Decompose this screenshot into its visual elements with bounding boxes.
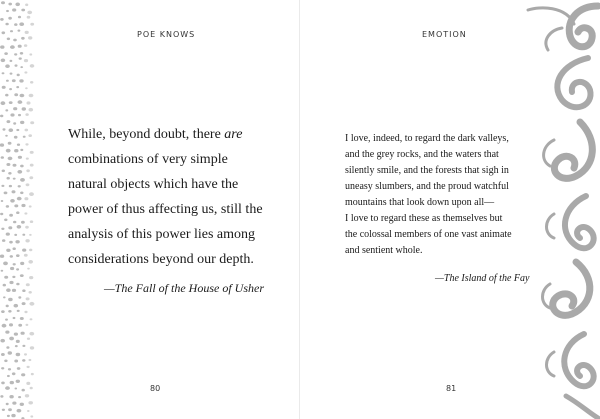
pattern-dot bbox=[0, 18, 4, 21]
pattern-dot bbox=[5, 331, 9, 334]
pattern-dot bbox=[20, 403, 24, 406]
pattern-dot bbox=[3, 296, 6, 298]
pattern-dot bbox=[10, 267, 14, 270]
pattern-dot bbox=[18, 100, 23, 104]
pattern-dot bbox=[16, 380, 20, 383]
pattern-dot bbox=[5, 109, 8, 111]
page-number-left: 80 bbox=[150, 384, 161, 393]
pattern-dot bbox=[13, 39, 17, 42]
pattern-dot bbox=[31, 373, 34, 375]
pattern-dot bbox=[25, 31, 29, 34]
running-head-right: EMOTION bbox=[422, 30, 467, 39]
pattern-dot bbox=[29, 94, 34, 98]
pattern-dot bbox=[26, 169, 30, 172]
pattern-dot bbox=[17, 310, 20, 312]
pattern-dot bbox=[30, 220, 33, 223]
pattern-dot bbox=[20, 178, 25, 182]
pattern-dot bbox=[22, 302, 26, 305]
pattern-dot bbox=[8, 142, 12, 145]
pattern-dot bbox=[10, 45, 15, 49]
pattern-dot bbox=[12, 289, 16, 292]
pattern-dot bbox=[20, 262, 24, 265]
pattern-dot bbox=[23, 136, 26, 138]
pattern-dot bbox=[13, 263, 16, 265]
pattern-dot bbox=[24, 44, 27, 47]
pattern-dot bbox=[12, 79, 16, 82]
pattern-dot bbox=[24, 197, 28, 200]
pattern-dot bbox=[18, 16, 21, 19]
pattern-dot bbox=[10, 113, 14, 116]
pattern-dot bbox=[1, 59, 6, 63]
pattern-dot bbox=[29, 176, 33, 179]
pattern-dot bbox=[1, 382, 5, 385]
pattern-dot bbox=[5, 23, 8, 26]
pattern-dot bbox=[12, 402, 16, 405]
pattern-dot bbox=[29, 205, 32, 207]
pattern-dot bbox=[20, 66, 23, 68]
pattern-dot bbox=[3, 284, 6, 287]
pattern-dot bbox=[16, 268, 19, 270]
pattern-dot bbox=[8, 157, 13, 161]
pattern-dot bbox=[0, 339, 5, 343]
pattern-dot bbox=[13, 221, 16, 224]
quote-right-line-1: I love, indeed, to regard the dark valleys, bbox=[345, 133, 509, 144]
pattern-dot bbox=[26, 382, 30, 385]
pattern-dot bbox=[6, 346, 9, 349]
pattern-dot bbox=[25, 113, 28, 116]
pattern-dot bbox=[10, 60, 13, 62]
pattern-dot bbox=[2, 409, 5, 411]
pattern-dot bbox=[4, 52, 8, 55]
attribution-left: —The Fall of the House of Usher bbox=[104, 281, 264, 295]
pattern-dot bbox=[24, 254, 28, 257]
pattern-dot bbox=[14, 136, 18, 139]
pattern-dot bbox=[22, 289, 25, 292]
pattern-dot bbox=[26, 297, 30, 300]
pattern-dot bbox=[8, 172, 11, 175]
pattern-dot bbox=[17, 170, 22, 174]
pattern-dot bbox=[15, 240, 19, 243]
pattern-dot bbox=[7, 415, 10, 417]
pattern-dot bbox=[14, 234, 17, 236]
pattern-dot bbox=[9, 128, 14, 132]
pattern-dot bbox=[28, 36, 32, 39]
pattern-dot bbox=[16, 340, 20, 343]
pattern-dot bbox=[9, 214, 13, 217]
pattern-dot bbox=[24, 311, 27, 313]
pattern-dot bbox=[20, 121, 24, 124]
pattern-dot bbox=[20, 165, 24, 168]
pattern-dot bbox=[9, 88, 12, 90]
pattern-dot bbox=[14, 360, 18, 363]
pattern-dot bbox=[13, 122, 16, 124]
pattern-dot bbox=[1, 310, 5, 313]
pattern-dot bbox=[17, 225, 22, 229]
pattern-dot bbox=[27, 268, 30, 270]
pattern-dot bbox=[21, 332, 25, 335]
pattern-dot bbox=[5, 135, 8, 137]
pattern-dot bbox=[27, 101, 31, 104]
pattern-dot bbox=[3, 262, 8, 266]
pattern-dot bbox=[25, 87, 28, 89]
pattern-dot bbox=[18, 324, 22, 327]
pattern-dot bbox=[7, 375, 10, 377]
quote-left-line-2: combinations of very simple bbox=[68, 152, 228, 167]
pattern-dot bbox=[10, 381, 14, 384]
pattern-dot bbox=[18, 30, 21, 32]
pattern-dot bbox=[20, 317, 24, 320]
pattern-dot bbox=[14, 93, 18, 96]
pattern-dot bbox=[1, 101, 6, 105]
pattern-dot bbox=[6, 163, 10, 166]
pattern-dot bbox=[8, 408, 12, 411]
pattern-dot bbox=[21, 373, 25, 376]
pattern-dot bbox=[10, 199, 15, 203]
quote-left-line-6: considerations beyond our depth. bbox=[68, 252, 254, 267]
pattern-dot bbox=[15, 388, 18, 390]
pattern-dot bbox=[30, 164, 34, 167]
pattern-dot bbox=[2, 170, 5, 173]
pattern-dot bbox=[16, 283, 19, 286]
pattern-dot bbox=[18, 156, 22, 159]
pattern-dot bbox=[29, 249, 32, 252]
pattern-dot bbox=[28, 260, 33, 264]
pattern-dot bbox=[16, 211, 19, 214]
pattern-dot bbox=[20, 192, 23, 195]
pattern-dot bbox=[7, 177, 10, 180]
pattern-dot bbox=[17, 367, 21, 370]
pattern-dot bbox=[20, 94, 25, 98]
pattern-dot bbox=[10, 30, 13, 32]
pattern-dot bbox=[16, 254, 20, 257]
pattern-dot bbox=[25, 143, 28, 145]
pattern-dot bbox=[1, 200, 4, 202]
pattern-dot bbox=[27, 366, 30, 368]
pattern-dot bbox=[19, 57, 22, 59]
pattern-dot bbox=[1, 185, 4, 187]
quote-right-line-4: uneasy slumbers, and the proud watchful bbox=[345, 181, 509, 192]
pattern-dot bbox=[18, 296, 21, 298]
pattern-dot bbox=[1, 228, 4, 230]
pattern-dot bbox=[20, 274, 24, 277]
pattern-dot bbox=[6, 80, 9, 82]
dot-pattern-border bbox=[0, 0, 40, 419]
pattern-dot bbox=[21, 37, 25, 40]
pattern-dot bbox=[2, 86, 6, 89]
pattern-dot bbox=[30, 23, 34, 26]
pattern-dot bbox=[24, 71, 27, 73]
pattern-dot bbox=[6, 10, 9, 12]
quote-left-line-5: analysis of this power lies among bbox=[68, 227, 256, 242]
flourish-ornament bbox=[470, 0, 600, 419]
pattern-dot bbox=[8, 310, 11, 313]
page-number-right: 81 bbox=[446, 384, 457, 393]
pattern-dot bbox=[0, 255, 4, 258]
pattern-dot bbox=[6, 120, 10, 123]
pattern-dot bbox=[30, 81, 33, 84]
pattern-dot bbox=[29, 276, 33, 279]
pattern-dot bbox=[4, 360, 7, 363]
pattern-dot bbox=[25, 226, 29, 229]
pattern-dot bbox=[24, 353, 27, 355]
pattern-dot bbox=[30, 151, 34, 154]
pattern-dot bbox=[21, 204, 25, 207]
pattern-dot bbox=[8, 368, 11, 370]
pattern-dot bbox=[13, 178, 16, 180]
pattern-dot bbox=[17, 144, 20, 146]
pattern-dot bbox=[13, 164, 17, 167]
pattern-dot bbox=[29, 359, 32, 361]
running-head-left: POE KNOWS bbox=[137, 30, 196, 39]
pattern-dot bbox=[1, 156, 4, 159]
pattern-dot bbox=[9, 185, 12, 187]
pattern-dot bbox=[26, 324, 29, 326]
pattern-dot bbox=[9, 323, 13, 326]
quote-right-line-6: I love to regard these as themselves but bbox=[345, 213, 503, 224]
quote-left-line-3: natural objects which have the bbox=[68, 177, 239, 192]
pattern-dot bbox=[25, 239, 29, 242]
pattern-dot bbox=[17, 74, 20, 77]
pattern-dot bbox=[8, 17, 12, 20]
pattern-dot bbox=[27, 11, 32, 15]
pattern-dot bbox=[2, 239, 5, 242]
pattern-dot bbox=[17, 409, 22, 413]
pattern-dot bbox=[17, 197, 22, 201]
pattern-dot bbox=[5, 319, 8, 321]
pattern-dot bbox=[27, 16, 31, 19]
pattern-dot bbox=[6, 205, 9, 208]
pattern-dot bbox=[26, 158, 29, 160]
pattern-dot bbox=[27, 410, 30, 412]
pattern-dot bbox=[14, 333, 18, 336]
pattern-dot bbox=[15, 345, 18, 347]
pattern-dot bbox=[10, 255, 13, 258]
pattern-dot bbox=[0, 395, 3, 398]
pattern-dot bbox=[6, 305, 9, 308]
pattern-dot bbox=[4, 219, 7, 222]
pattern-dot bbox=[29, 302, 34, 306]
quote-left-line-1: While, beyond doubt, there are bbox=[68, 127, 243, 142]
pattern-dot bbox=[18, 45, 22, 48]
pattern-dot bbox=[27, 338, 30, 340]
pattern-dot bbox=[18, 185, 21, 187]
pattern-dot bbox=[0, 213, 3, 215]
pattern-dot bbox=[8, 298, 13, 301]
pattern-dot bbox=[29, 53, 32, 55]
quote-right-line-3: silently smile, and the forests that sigh in bbox=[345, 165, 509, 176]
pattern-dot bbox=[15, 64, 18, 66]
pattern-dot bbox=[2, 31, 6, 34]
pattern-dot bbox=[9, 337, 14, 341]
pattern-dot bbox=[12, 8, 16, 11]
pattern-dot bbox=[25, 394, 29, 397]
pattern-dot bbox=[6, 149, 11, 153]
pattern-dot bbox=[8, 351, 12, 354]
pattern-dot bbox=[22, 345, 25, 347]
pattern-dot bbox=[21, 221, 25, 224]
pattern-dot bbox=[1, 1, 5, 4]
pattern-dot bbox=[26, 283, 30, 286]
pattern-dot bbox=[9, 281, 13, 284]
pattern-dot bbox=[24, 212, 27, 214]
pattern-dot bbox=[9, 241, 13, 244]
pattern-dot bbox=[13, 317, 16, 319]
pattern-dot bbox=[22, 389, 25, 392]
pattern-dot bbox=[0, 45, 4, 48]
pattern-dot bbox=[9, 395, 13, 398]
pattern-dot bbox=[0, 143, 4, 146]
quote-right-line-8: and sentient whole. bbox=[345, 245, 423, 256]
pattern-dot bbox=[22, 359, 25, 362]
pattern-dot bbox=[29, 234, 32, 236]
pattern-dot bbox=[22, 249, 26, 252]
pattern-dot bbox=[30, 318, 33, 320]
pattern-dot bbox=[28, 401, 33, 404]
pattern-dot bbox=[28, 134, 32, 137]
pattern-dot bbox=[11, 414, 15, 417]
quote-left bbox=[68, 122, 288, 272]
pattern-dot bbox=[14, 149, 18, 152]
pattern-dot bbox=[3, 128, 6, 130]
pattern-dot bbox=[10, 73, 13, 75]
flourish-scrolls bbox=[528, 6, 598, 418]
pattern-dot bbox=[5, 64, 10, 68]
pattern-dot bbox=[4, 276, 8, 279]
pattern-dot bbox=[1, 270, 4, 272]
pattern-dot bbox=[29, 291, 32, 294]
pattern-dot bbox=[29, 192, 34, 196]
pattern-dot bbox=[7, 38, 10, 41]
pattern-dot bbox=[1, 353, 5, 356]
pattern-dot bbox=[14, 204, 18, 207]
pattern-dot bbox=[6, 403, 9, 405]
quote-right-line-7: the colossal members of one vast animate bbox=[345, 229, 512, 240]
pattern-dot bbox=[2, 324, 7, 328]
pattern-dot bbox=[30, 387, 33, 390]
pattern-dot bbox=[5, 94, 8, 97]
pattern-dot bbox=[6, 233, 10, 236]
pattern-dot bbox=[25, 129, 29, 132]
pattern-dot bbox=[21, 9, 25, 12]
pattern-dot bbox=[2, 72, 5, 74]
pattern-dot bbox=[20, 52, 23, 55]
pattern-dot bbox=[15, 3, 20, 7]
pattern-dot bbox=[13, 107, 17, 110]
pattern-dot bbox=[29, 108, 34, 112]
pattern-dot bbox=[18, 396, 21, 398]
quote-right-line-2: and the grey rocks, and the waters that bbox=[345, 149, 499, 160]
pattern-dot bbox=[6, 288, 11, 292]
pattern-dot bbox=[30, 64, 35, 68]
pattern-dot bbox=[22, 107, 26, 110]
pattern-dot bbox=[16, 129, 19, 131]
pattern-dot bbox=[30, 121, 34, 124]
pattern-dot bbox=[24, 59, 28, 62]
pattern-dot bbox=[19, 79, 23, 82]
pattern-dot bbox=[16, 86, 19, 88]
pattern-dot bbox=[14, 304, 19, 308]
pattern-dot bbox=[8, 226, 12, 229]
quote-right-line-5: mountains that look down upon all— bbox=[345, 197, 495, 208]
pattern-dot bbox=[25, 4, 28, 7]
pattern-dot bbox=[30, 346, 34, 349]
pattern-dot bbox=[6, 249, 10, 252]
pattern-dot bbox=[9, 101, 13, 104]
pattern-dot bbox=[13, 247, 16, 250]
pattern-dot bbox=[20, 149, 23, 151]
pattern-dot bbox=[12, 276, 15, 278]
pattern-dot bbox=[16, 353, 21, 356]
pattern-dot bbox=[1, 367, 4, 369]
pattern-dot bbox=[18, 114, 21, 116]
pattern-dot bbox=[22, 234, 25, 236]
pattern-dot bbox=[8, 3, 12, 6]
pattern-dot bbox=[14, 23, 17, 26]
pattern-dot bbox=[29, 332, 34, 336]
pattern-dot bbox=[30, 415, 33, 417]
pattern-dot bbox=[5, 386, 10, 390]
pattern-dot bbox=[26, 183, 30, 186]
quote-left-line-4: power of thus affecting us, still the bbox=[68, 202, 263, 217]
pattern-dot bbox=[19, 22, 24, 26]
pattern-dot bbox=[12, 190, 16, 193]
attribution-right: —The Island of the Fay bbox=[435, 273, 530, 284]
pattern-dot bbox=[14, 53, 17, 55]
pattern-dot bbox=[12, 372, 16, 375]
pattern-dot bbox=[4, 192, 8, 195]
pattern-dot bbox=[0, 115, 3, 118]
